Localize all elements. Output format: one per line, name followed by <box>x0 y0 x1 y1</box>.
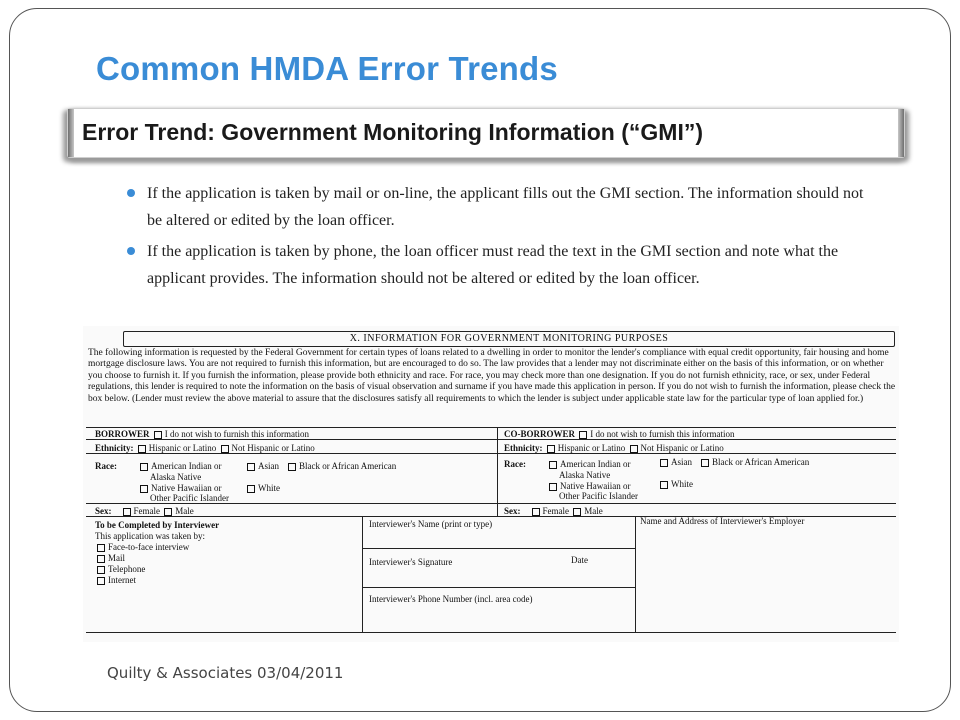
form-section-title: X. INFORMATION FOR GOVERNMENT MONITORING PURPOSES <box>123 331 895 347</box>
interviewer-name-field[interactable]: Interviewer's Name (print or type) <box>369 519 493 529</box>
checkbox[interactable] <box>154 431 162 439</box>
co-alaska-native-text: Alaska Native <box>559 470 611 480</box>
co-borrower-label: CO-BORROWER <box>504 429 576 439</box>
co-race-label: Race: <box>504 459 526 469</box>
no-furnish-label: I do not wish to furnish this information <box>164 429 310 439</box>
checkbox[interactable] <box>660 481 668 489</box>
co-borrower-ethnicity-row: Ethnicity: Hispanic or Latino Not Hispanic or Latino <box>504 443 724 453</box>
co-black-option: Black or African American <box>699 457 809 468</box>
checkbox[interactable] <box>547 445 555 453</box>
co-american-indian-option: American Indian or <box>547 459 630 470</box>
form-divider <box>362 516 363 632</box>
bullet-item <box>127 238 872 292</box>
checkbox[interactable] <box>549 461 557 469</box>
date-field[interactable]: Date <box>571 555 588 565</box>
white-option: White <box>245 483 280 494</box>
slide-title: Common HMDA Error Trends <box>96 50 558 87</box>
race-label: Race: <box>95 461 117 471</box>
co-asian-option: Asian <box>658 457 692 468</box>
taken-by-text: This application was taken by: <box>95 531 205 541</box>
checkbox[interactable] <box>123 508 131 516</box>
method-internet: Internet <box>95 575 136 586</box>
form-rule <box>86 632 896 633</box>
checkbox[interactable] <box>247 485 255 493</box>
checkbox[interactable] <box>579 431 587 439</box>
borrower-ethnicity-row <box>95 443 315 454</box>
checkbox[interactable] <box>549 483 557 491</box>
checkbox[interactable] <box>288 463 296 471</box>
form-intro-text: The following information is requested by the Federal Government for certain types of loans related to a dwelling in order to monitor the lender's compliance with equal credit opportunity, fair housing and home mortgage disclosure laws. You are not required to furnish this information, but are encouraged to do so. The law provides that a lender may not discriminate either on the basis of this information, or on whether you choose to furnish it. If you furnish the information, please provide both ethnicity and race. For race, you may check more than one designation. If you do not furnish ethnicity, race, or sex, under Federal regulations, this lender is required to note the information on the basis of visual observation and surname if you have made this application in person. If you do not wish to furnish the information, please check the box below. (Lender must review the above material to assure that the disclosures satisfy all requirements to which the lender is subject under applicable state law for the particular type of loan applied for.) <box>88 348 896 404</box>
pacific-islander-text: Other Pacific Islander <box>150 493 229 503</box>
method-telephone: Telephone <box>95 564 145 575</box>
form-divider <box>497 427 498 516</box>
sex-label: Sex: <box>95 506 112 516</box>
form-rule <box>363 587 635 588</box>
checkbox[interactable] <box>532 508 540 516</box>
checkbox[interactable] <box>97 577 105 585</box>
method-face-to-face: Face-to-face interview <box>95 542 189 553</box>
gmi-form-scan <box>83 326 899 642</box>
checkbox[interactable] <box>660 459 668 467</box>
form-rule <box>86 427 896 428</box>
interviewer-signature-field[interactable]: Interviewer's Signature <box>369 557 453 567</box>
alaska-native-text: Alaska Native <box>150 472 202 482</box>
checkbox[interactable] <box>247 463 255 471</box>
banner-right-edge <box>898 109 904 157</box>
american-indian-option: American Indian or <box>138 461 221 472</box>
error-trend-heading: Error Trend: Government Monitoring Information (“GMI”) <box>82 119 703 145</box>
checkbox[interactable] <box>221 445 229 453</box>
method-mail: Mail <box>95 553 125 564</box>
bullet-text: If the application is taken by phone, the loan officer must read the text in the GMI section and note what the applicant provides. The information should not be altered or edited by the loan officer. <box>147 243 839 287</box>
borrower-row <box>95 429 309 440</box>
form-divider <box>635 516 636 632</box>
co-pacific-islander-text: Other Pacific Islander <box>559 491 638 501</box>
checkbox[interactable] <box>630 445 638 453</box>
co-hawaiian-option: Native Hawaiian or <box>547 481 630 492</box>
bullet-dot-icon <box>127 247 135 255</box>
checkbox[interactable] <box>138 445 146 453</box>
form-rule <box>363 548 635 549</box>
ethnicity-label: Ethnicity: <box>95 443 134 453</box>
black-option: Black or African American <box>286 461 396 472</box>
hispanic-label: Hispanic or Latino <box>148 443 217 453</box>
hawaiian-option: Native Hawaiian or <box>138 483 221 494</box>
checkbox[interactable] <box>140 485 148 493</box>
bullet-dot-icon <box>127 189 135 197</box>
interviewer-heading: To be Completed by Interviewer <box>95 520 220 530</box>
not-hispanic-label: Not Hispanic or Latino <box>231 443 315 453</box>
borrower-label: BORROWER <box>95 429 150 439</box>
slide-footer: Quilty & Associates 03/04/2011 <box>107 664 344 682</box>
checkbox[interactable] <box>97 555 105 563</box>
interviewer-phone-field[interactable]: Interviewer's Phone Number (incl. area code) <box>369 594 533 604</box>
employer-field[interactable]: Name and Address of Interviewer's Employer <box>640 516 805 526</box>
asian-option: Asian <box>245 461 279 472</box>
error-trend-banner <box>68 109 904 157</box>
checkbox[interactable] <box>164 508 172 516</box>
checkbox[interactable] <box>140 463 148 471</box>
bullet-item <box>127 180 872 234</box>
bullet-text: If the application is taken by mail or on-line, the applicant fills out the GMI section. The information should not be altered or edited by the loan officer. <box>147 185 864 229</box>
banner-left-edge <box>68 109 74 157</box>
co-borrower-sex-row: Sex: Female Male <box>504 506 603 516</box>
checkbox[interactable] <box>573 508 581 516</box>
checkbox[interactable] <box>97 566 105 574</box>
co-borrower-row: CO-BORROWER I do not wish to furnish this information <box>504 429 735 439</box>
co-white-option: White <box>658 479 693 490</box>
bullet-list <box>127 180 872 296</box>
borrower-sex-row: Sex: Female Male <box>95 506 194 516</box>
checkbox[interactable] <box>701 459 709 467</box>
checkbox[interactable] <box>97 544 105 552</box>
